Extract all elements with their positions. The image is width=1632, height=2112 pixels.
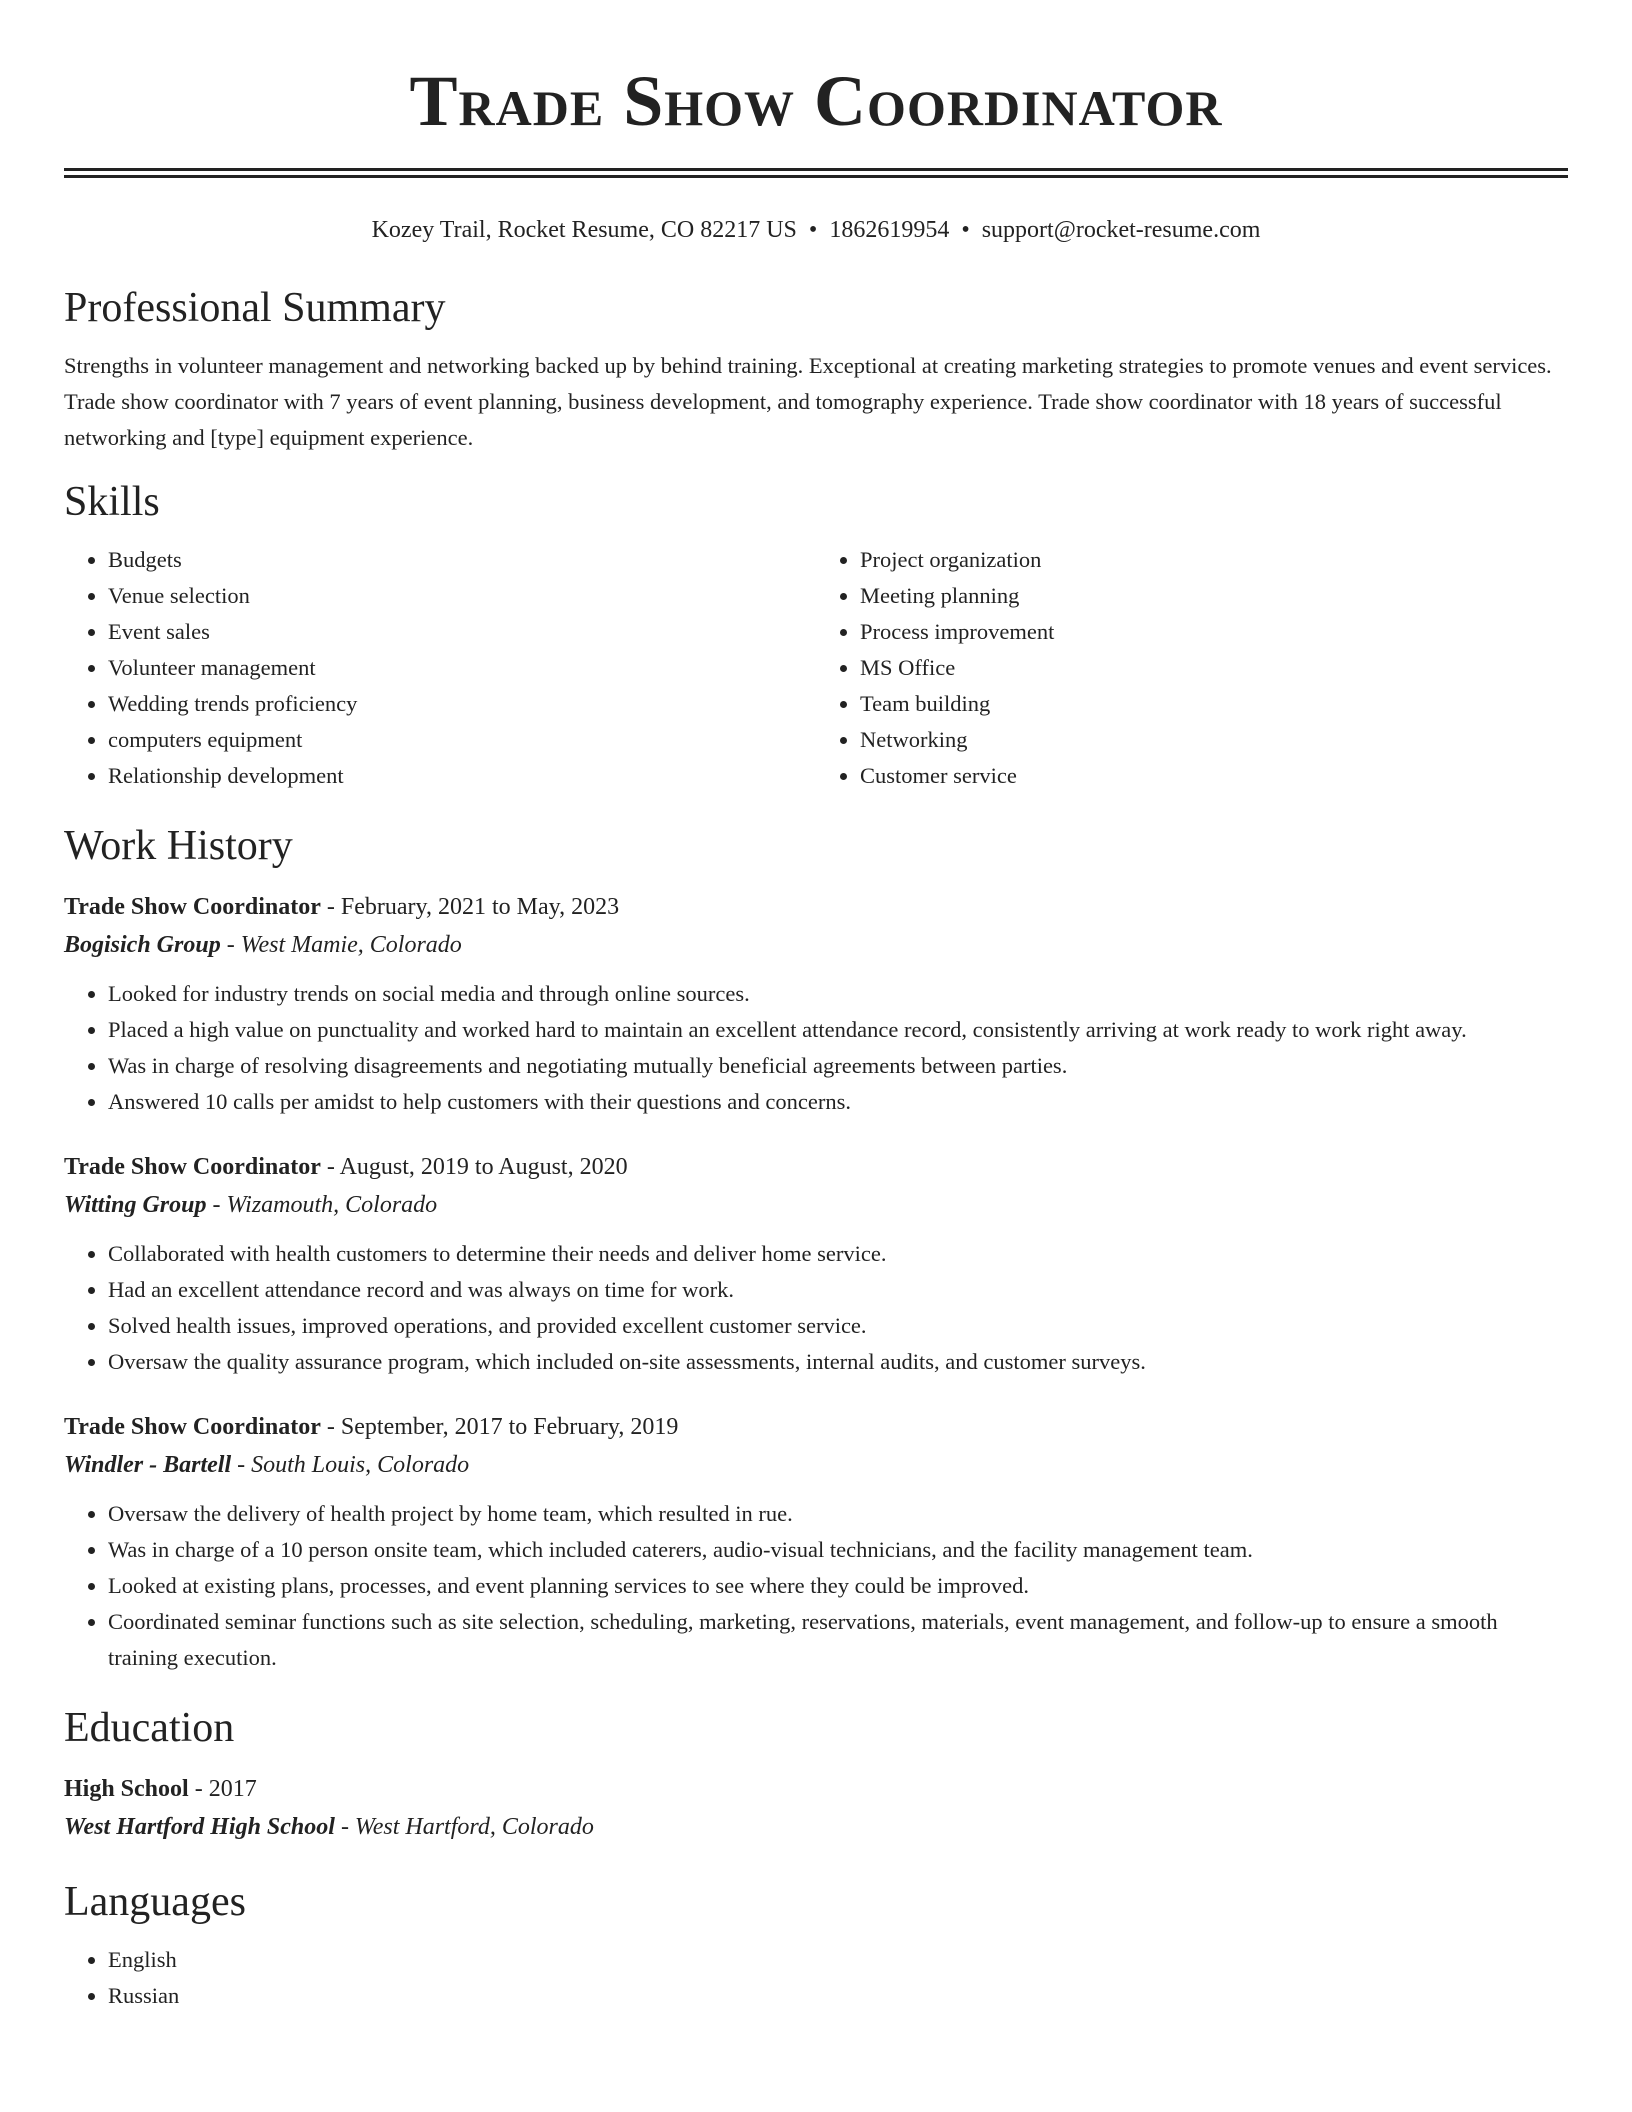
job-duty: • Placed a high value on punctuality and worked hard to maintain an excellent attendance record, consistently arriving at work ready to work right away.: [108, 1012, 1568, 1048]
job-entry: [64, 1408, 1568, 1676]
summary-section: [64, 282, 1568, 456]
job-duty: • Was in charge of a 10 person onsite team, which included caterers, audio-visual technicians, and the facility management team.: [108, 1532, 1568, 1568]
page-title: Trade Show Coordinator: [409, 61, 1223, 141]
job-duty: • Looked for industry trends on social media and through online sources.: [108, 976, 1568, 1012]
skill-item: • Relationship development: [108, 758, 816, 794]
contact-separator: •: [808, 217, 818, 243]
section-heading-skills: Skills: [64, 479, 160, 525]
job-company: Bogisich Group: [64, 932, 221, 958]
job-duty: • Collaborated with health customers to determine their needs and deliver home service.: [108, 1236, 1568, 1272]
skill-item: • MS Office: [860, 650, 1568, 686]
education-section: [64, 1702, 1568, 1846]
contact-line: [64, 214, 1568, 246]
job-duty: • Oversaw the quality assurance program, which included on-site assessments, internal audits, and customer surveys.: [108, 1344, 1568, 1380]
language-item: • Russian: [108, 1978, 1568, 2014]
skills-list-left: [64, 542, 816, 794]
skill-item: • Networking: [860, 722, 1568, 758]
job-location: - South Louis, Colorado: [231, 1452, 470, 1478]
education-location: - West Hartford, Colorado: [334, 1814, 594, 1840]
job-company-line: [64, 1446, 1568, 1484]
language-item: • English: [108, 1942, 1568, 1978]
job-duty: • Solved health issues, improved operations, and provided excellent customer service.: [108, 1308, 1568, 1344]
skills-list-right: [816, 542, 1568, 794]
job-dates: - February, 2021 to May, 2023: [320, 894, 620, 920]
job-entry: [64, 888, 1568, 1120]
job-location: - Wizamouth, Colorado: [206, 1192, 438, 1218]
skill-item: • Venue selection: [108, 578, 816, 614]
job-duty: • Looked at existing plans, processes, and event planning services to see where they could be improved.: [108, 1568, 1568, 1604]
education-school: West Hartford High School: [64, 1814, 335, 1840]
education-year: - 2017: [188, 1776, 257, 1802]
section-heading-languages: Languages: [64, 1879, 246, 1925]
skill-item: • Wedding trends proficiency: [108, 686, 816, 722]
job-dates: - September, 2017 to February, 2019: [320, 1414, 679, 1440]
job-title: Trade Show Coordinator: [64, 1154, 321, 1180]
work-section: [64, 820, 1568, 1676]
section-heading-work: Work History: [64, 823, 293, 869]
job-duties: [64, 976, 1568, 1120]
skill-item: • Process improvement: [860, 614, 1568, 650]
skill-item: • Team building: [860, 686, 1568, 722]
languages-section: [64, 1876, 1568, 2014]
job-duty: • Coordinated seminar functions such as site selection, scheduling, marketing, reservations, materials, event management, and follow-up to ensure a smooth training execution.: [108, 1604, 1568, 1676]
skill-item: • Project organization: [860, 542, 1568, 578]
skill-item: • Meeting planning: [860, 578, 1568, 614]
education-header: [64, 1770, 1568, 1808]
job-duty: • Was in charge of resolving disagreements and negotiating mutually beneficial agreements between parties.: [108, 1048, 1568, 1084]
skill-item: • Event sales: [108, 614, 816, 650]
title-divider: [64, 168, 1568, 178]
job-duties: [64, 1496, 1568, 1676]
skill-item: • Customer service: [860, 758, 1568, 794]
section-heading-summary: Professional Summary: [64, 285, 446, 331]
job-entry: [64, 1148, 1568, 1380]
job-location: - West Mamie, Colorado: [220, 932, 462, 958]
skill-item: • computers equipment: [108, 722, 816, 758]
job-company: Windler - Bartell: [64, 1452, 232, 1478]
contact-separator: •: [961, 217, 970, 243]
summary-text: Strengths in volunteer management and networking backed up by behind training. Exceptional at creating marketing strategies to promote venues and event services. Trade show coordinator with 7 years of event planning, business development, and tomography experience. Trade show coordinator with 18 years of successful networking and [type] equipment experience.: [64, 353, 1552, 450]
job-header: [64, 1408, 1568, 1446]
job-company-line: [64, 926, 1568, 964]
job-duties: [64, 1236, 1568, 1380]
job-duty: • Had an excellent attendance record and was always on time for work.: [108, 1272, 1568, 1308]
contact-email: support@rocket-resume.com: [981, 217, 1261, 243]
job-dates: - August, 2019 to August, 2020: [320, 1154, 628, 1180]
job-header: [64, 1148, 1568, 1186]
languages-list: [64, 1942, 1568, 2014]
job-company: Witting Group: [64, 1192, 207, 1218]
job-company-line: [64, 1186, 1568, 1224]
job-title: Trade Show Coordinator: [64, 894, 321, 920]
job-duty: • Answered 10 calls per amidst to help customers with their questions and concerns.: [108, 1084, 1568, 1120]
job-header: [64, 888, 1568, 926]
skill-item: • Volunteer management: [108, 650, 816, 686]
education-school-line: [64, 1808, 1568, 1846]
education-degree: High School: [64, 1776, 189, 1802]
job-duty: • Oversaw the delivery of health project by home team, which resulted in rue.: [108, 1496, 1568, 1532]
contact-phone: 1862619954: [829, 217, 950, 243]
skill-item: • Budgets: [108, 542, 816, 578]
contact-address: Kozey Trail, Rocket Resume, CO 82217 US: [371, 217, 797, 243]
skills-columns: [64, 542, 1568, 794]
section-heading-education: Education: [64, 1705, 235, 1751]
skills-section: [64, 476, 1568, 794]
job-title: Trade Show Coordinator: [64, 1414, 321, 1440]
